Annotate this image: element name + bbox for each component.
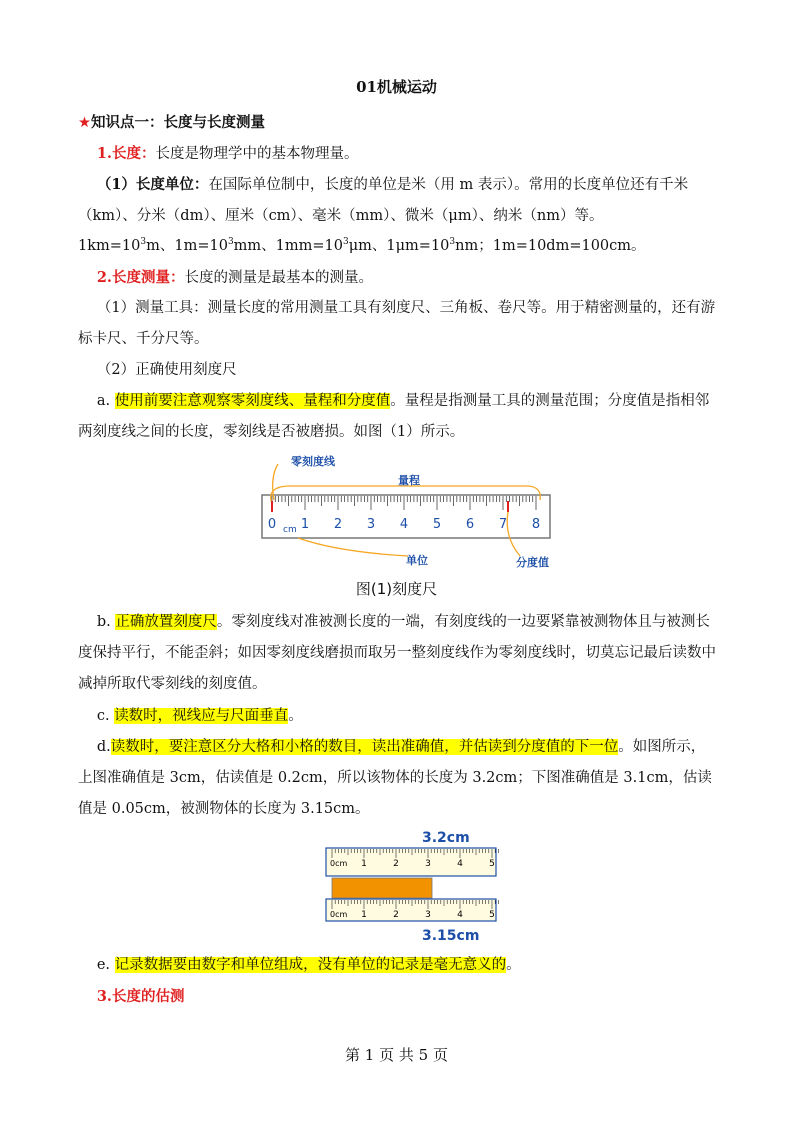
div-label: 分度值 <box>516 556 549 569</box>
section-length <box>78 138 718 170</box>
measured-object <box>332 878 432 898</box>
item-e-text: 。 <box>506 957 521 973</box>
section-length-text: 长度是物理学中的基本物理量。 <box>155 146 359 162</box>
ruler-number: 5 <box>432 517 442 532</box>
ruler-numbers <box>268 517 540 532</box>
page-footer: 第 1 页 共 5 页 <box>345 1046 448 1064</box>
conv-exp: 3 <box>140 237 147 248</box>
conv-part: 1km=10 <box>78 238 141 254</box>
kp1-heading-text: 知识点一：长度与长度测量 <box>91 114 265 131</box>
unit-text: 在国际单位制中，长度的单位是米（用 m 表示）。常用的长度单位还有千米（km）、分米（dm）、厘米（cm）、毫米（mm）、微米（μm）、纳米（nm）等。 <box>78 177 689 224</box>
ruler-number: 3 <box>366 517 376 532</box>
unit-label: （1）长度单位： <box>96 176 209 193</box>
item-prefix: d. <box>96 739 111 755</box>
ruler-number: 1 <box>361 910 367 920</box>
item-b <box>78 607 718 700</box>
item-prefix: b. <box>96 614 116 630</box>
section-length-label: 1.长度： <box>96 145 156 162</box>
ruler-number: 4 <box>457 910 463 920</box>
reading-figure <box>322 826 500 948</box>
use-ruler-heading: （2）正确使用刻度尺 <box>96 362 237 378</box>
ruler-number: 6 <box>465 517 475 532</box>
item-b-highlight: 正确放置刻度尺 <box>115 614 217 630</box>
ruler-number: 4 <box>457 859 463 869</box>
tools-paragraph: （1）测量工具：测量长度的常用测量工具有刻度尺、三角板、卷尺等。用于精密测量的，还有游标卡尺、千分尺等。 <box>78 300 716 347</box>
conversion-line <box>78 231 718 262</box>
item-d-text: 。如图所示，上图准确值是 3cm，估读值是 0.2cm，所以该物体的长度为 3.2cm；下图准确值是 3.1cm，估读值是 0.05cm，被测物体的长度为 3.15cm。 <box>78 739 712 817</box>
ruler-number: 1 <box>300 517 310 532</box>
zero-label: 零刻度线 <box>291 455 335 468</box>
ruler-number: 2 <box>393 859 399 869</box>
item-d-highlight: 读数时，要注意区分大格和小格的数目，读出准确值，并估读到分度值的下一位 <box>110 739 619 755</box>
item-c-highlight: 读数时，视线应与尺面垂直 <box>114 708 289 724</box>
item-prefix: c. <box>96 708 115 724</box>
ruler-number: 5 <box>489 910 495 920</box>
section-measure-label: 2.长度测量： <box>96 269 185 286</box>
item-c-text: 。 <box>288 708 303 724</box>
ruler-number: 3 <box>425 910 431 920</box>
item-d <box>78 732 718 825</box>
ruler-number: 0 <box>267 517 277 532</box>
conv-exp: 3 <box>449 237 456 248</box>
conv-exp: 3 <box>227 237 234 248</box>
ruler-figure <box>258 452 558 572</box>
conv-part: m、1m=10 <box>146 238 228 254</box>
figure-caption: 图(1)刻度尺 <box>355 580 438 598</box>
ruler-number: 1 <box>361 859 367 869</box>
unit-pointer <box>298 538 408 556</box>
section-estimate-label: 3.长度的估测 <box>96 988 185 1005</box>
top-reading: 3.2cm <box>422 830 470 846</box>
ruler-unit: cm <box>283 525 297 535</box>
item-b-text: 。零刻度线对准被测长度的一端，有刻度线的一边要紧靠被测物体且与被测长度保持平行，不能歪斜；如因零刻度线磨损而取另一整刻度线作为零刻度线时，切莫忘记最后读数中减掉所取代零刻线的刻度值。 <box>78 614 716 692</box>
ruler-number: 4 <box>399 517 409 532</box>
item-e-highlight: 记录数据要由数字和单位组成，没有单位的记录是毫无意义的 <box>114 957 507 973</box>
conv-part: μm、1μm=10 <box>348 238 450 254</box>
conv-part: nm；1m=10dm=100cm。 <box>455 238 646 254</box>
section-measure <box>78 262 718 294</box>
section-measure-text: 长度的测量是最基本的测量。 <box>184 270 373 286</box>
section-estimate <box>78 981 718 1013</box>
item-a-text: 。量程是指测量工具的测量范围；分度值是指相邻两刻度线之间的长度，零刻线是否被磨损。如图（1）所示。 <box>78 393 710 440</box>
item-prefix: e. <box>96 957 115 973</box>
bottom-reading: 3.15cm <box>422 928 480 944</box>
page-title: 01机械运动 <box>356 78 437 96</box>
conv-exp: 3 <box>343 237 349 248</box>
bottom-unit: 0cm <box>330 910 348 919</box>
range-label: 量程 <box>398 474 420 487</box>
ruler-number: 2 <box>393 910 399 920</box>
item-c <box>78 701 718 732</box>
ruler-number: 7 <box>498 517 508 532</box>
ruler-number: 3 <box>425 859 431 869</box>
star-icon: ★ <box>78 115 91 131</box>
item-a <box>78 386 718 448</box>
item-a-highlight: 使用前要注意观察零刻度线、量程和分度值 <box>114 393 391 409</box>
ruler-number: 2 <box>333 517 343 532</box>
conv-part: mm、1mm=10 <box>233 238 343 254</box>
unit-label-fig: 单位 <box>406 554 428 567</box>
top-unit: 0cm <box>330 859 348 868</box>
unit-paragraph <box>78 169 718 232</box>
item-e <box>78 950 718 981</box>
kp1-heading <box>78 107 718 139</box>
ruler-number: 8 <box>531 517 541 532</box>
item-prefix: a. <box>96 393 115 409</box>
ruler-number: 5 <box>489 859 495 869</box>
